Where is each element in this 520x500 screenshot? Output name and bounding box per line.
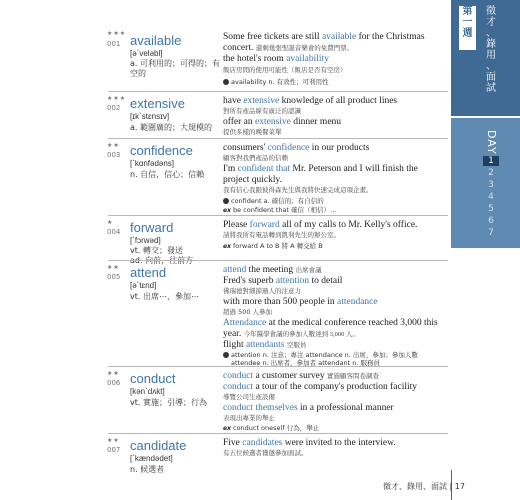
unit-char: 才 — [486, 17, 496, 28]
phonetic: [əˋveləbl] — [130, 49, 163, 58]
phrase-icon: ex — [223, 207, 231, 214]
translation: 飯店房間的使用可能性（飯店是否有空房） — [223, 66, 347, 74]
highlight-word: attention — [275, 276, 310, 286]
part-of-speech: n. 候選者 — [130, 465, 165, 474]
example-text: knowledge of all product lines — [279, 96, 398, 106]
phonetic: [əˋtɛnd] — [130, 281, 157, 290]
example-text: to detail — [309, 276, 343, 286]
vocab-entry — [108, 366, 448, 433]
example-sentence — [223, 340, 446, 351]
derivative-icon — [223, 352, 229, 358]
unit-char: 用 — [486, 50, 496, 61]
example-sentence — [223, 96, 446, 107]
example-text: with more than 500 people in — [223, 297, 337, 307]
note-text: forward A to B 將 A 轉交給 B — [232, 242, 323, 250]
translation: 顧客對我們產品的信賴 — [223, 154, 288, 162]
example-sentence — [223, 32, 446, 54]
vocab-entry — [108, 91, 448, 138]
related-note — [223, 351, 446, 359]
vocab-entry — [107, 433, 448, 474]
part-of-speech: a. 範圍廣的；大規模的 — [130, 123, 212, 132]
highlight-word: attendance — [336, 297, 378, 307]
importance-stars: ★★★ — [107, 30, 127, 37]
day-7-tab[interactable]: 7 — [488, 228, 494, 238]
translation: 提供多樣的晚餐菜單 — [223, 128, 282, 136]
part-of-speech: n. 自信，信心；信賴 — [130, 170, 205, 179]
example-sentence — [223, 220, 446, 231]
derivative-icon — [223, 79, 229, 85]
unit-char: 、 — [486, 61, 496, 72]
highlight-word: conduct — [223, 371, 254, 381]
translation: 今年醫學會議的參加人數達到 3,000 人。 — [243, 331, 359, 338]
importance-stars: ★★★ — [107, 95, 127, 102]
example-sentence — [223, 371, 446, 382]
vocab-entry — [108, 138, 448, 215]
day-4-tab[interactable]: 4 — [488, 192, 494, 202]
example-sentence — [223, 438, 446, 449]
highlight-word: attendants — [245, 340, 285, 350]
example-sentence — [223, 403, 446, 414]
side-tab — [451, 0, 520, 500]
highlight-word: availability — [286, 54, 329, 64]
example-text: for the Christmas concert. — [223, 32, 425, 53]
part-of-speech: vt. 出席⋯，參加⋯ — [130, 292, 199, 301]
note-text: availability n. 有效性；可利用性 — [231, 78, 329, 86]
part-of-speech: vt. 實施；引導；行為 — [130, 398, 207, 407]
example-text: at the medical conference reached 3,000 this year. — [223, 318, 438, 339]
translation: 我有信心我跟彼得森先生與我將快速完成這項企畫。 — [223, 186, 373, 194]
translation: 請將我所有電話轉到凱利先生的辦公室。 — [223, 231, 340, 239]
entry-number: 002 — [107, 104, 121, 112]
example-text: Mr. Peterson and I will finish the project quickly. — [223, 164, 418, 185]
week-char: 第 — [462, 6, 473, 17]
example-sentence — [223, 318, 446, 340]
highlight-word: conduct — [223, 382, 254, 392]
example-text: a customer survey — [253, 371, 325, 381]
example-text: Five — [223, 438, 243, 448]
headword: forward — [130, 220, 174, 235]
translation: 導覽公司生產設備 — [223, 393, 275, 401]
unit-char: 錄 — [486, 39, 496, 50]
phrase-note — [223, 242, 446, 251]
day-navigation — [451, 118, 520, 248]
translation: 對所有產品線有廣泛的認識 — [223, 107, 301, 115]
day-label: DAY — [485, 130, 498, 155]
vocab-entry — [108, 260, 448, 365]
week-label — [459, 6, 476, 50]
related-note — [223, 78, 446, 86]
headword: confidence — [130, 143, 193, 158]
entry-number: 005 — [107, 273, 121, 281]
example-text: have — [223, 96, 244, 106]
example-text: a tour of the company's production facility — [253, 382, 418, 392]
entry-number: 001 — [107, 40, 121, 48]
day-5-tab[interactable]: 5 — [488, 204, 494, 214]
highlight-word: confidence — [267, 143, 310, 153]
highlight-word: attend — [223, 265, 247, 275]
example-text: the hotel's room — [223, 54, 287, 64]
entry-number: 003 — [107, 151, 121, 159]
week-char: 週 — [462, 28, 473, 39]
translation: 還剩幾張聖誕音樂會的免費門票。 — [255, 45, 354, 52]
example-sentence — [223, 276, 446, 287]
importance-stars: ★★ — [107, 142, 120, 149]
entry-number: 007 — [107, 446, 121, 454]
highlight-word: confident that — [237, 164, 291, 174]
highlight-word: Attendance — [223, 318, 267, 328]
importance-stars: ★★ — [107, 437, 120, 444]
day-3-tab[interactable]: 3 — [488, 180, 494, 190]
example-text: all of my calls to Mr. Kelly's office. — [279, 220, 418, 230]
translation: 有五位候選者獲邀參加面試。 — [223, 449, 308, 457]
note-text: attention n. 注意；專注 attendance n. 出席，參加；參加人數 — [231, 351, 418, 359]
derivative-icon — [223, 198, 229, 204]
phrase-note — [223, 424, 446, 433]
example-sentence — [223, 382, 446, 393]
related-note — [223, 197, 446, 205]
unit-char: 徵 — [486, 6, 496, 17]
headword: available — [130, 33, 182, 48]
phonetic: [kənˋdʌkt] — [130, 387, 165, 396]
headword: extensive — [130, 96, 185, 111]
translation: 空服員 — [286, 342, 307, 349]
example-sentence — [223, 297, 446, 308]
related-note: attendee n. 出席者，參加者 attendant n. 服務員 — [231, 359, 381, 367]
unit-char: 、 — [486, 28, 496, 39]
day-1-tab[interactable]: 1 — [483, 156, 499, 166]
highlight-word: extensive — [243, 96, 280, 106]
entry-number: 004 — [107, 228, 121, 236]
phonetic: [ɪkˋstɛnsɪv] — [130, 112, 170, 121]
headword: conduct — [130, 371, 176, 386]
phrase-icon: ex — [223, 425, 231, 432]
vocab-entry — [107, 215, 448, 265]
day-2-tab[interactable]: 2 — [488, 168, 494, 178]
note-text: be confident that 確信（相信）… — [232, 206, 337, 214]
translation: 佛瑞德對細節過人的注意力 — [223, 287, 301, 295]
week-char: 一 — [462, 17, 473, 28]
importance-stars: ★★ — [107, 370, 120, 377]
translation: 超過 500 人參加 — [223, 308, 273, 316]
example-text: Some free tickets are still — [223, 32, 322, 42]
vocab-entry — [108, 28, 448, 90]
unit-char: 試 — [486, 83, 496, 94]
phrase-note — [223, 206, 446, 215]
headword: candidate — [130, 438, 187, 453]
day-6-tab[interactable]: 6 — [488, 216, 494, 226]
highlight-word: candidates — [242, 438, 283, 448]
example-text: Please — [223, 220, 250, 230]
phonetic: [ˋkændədet] — [130, 454, 173, 463]
example-text: were invited to the interview. — [282, 438, 396, 448]
translation: 出席會議 — [295, 267, 322, 274]
example-text: the meeting — [246, 265, 294, 275]
highlight-word: available — [321, 32, 357, 42]
part-of-speech: vt. 轉交；發送 ad. 向前，往前方 — [130, 246, 194, 265]
translation: 實施顧客問卷調查 — [326, 373, 379, 380]
unit-char: 面 — [486, 72, 496, 83]
phonetic: [ˋfɔrwəd] — [130, 236, 161, 245]
side-tab-header — [451, 0, 520, 116]
phrase-icon: ex — [223, 243, 231, 250]
example-sentence — [223, 54, 446, 65]
example-text: Fred's superb — [223, 276, 276, 286]
highlight-word: extensive — [255, 117, 291, 127]
example-text: I'm — [223, 164, 238, 174]
headword: attend — [130, 265, 167, 280]
example-sentence — [223, 265, 446, 276]
part-of-speech: a. 可利用的；可得的；有空的 — [130, 59, 220, 78]
entry-number: 006 — [107, 379, 121, 387]
translation: 表現出專業的舉止 — [223, 414, 275, 422]
example-text: offer an — [223, 117, 256, 127]
example-sentence — [223, 143, 446, 154]
note-text: conduct oneself 行為，舉止 — [232, 424, 320, 432]
example-text: flight — [223, 340, 246, 350]
page-footer: 徵才、錄用、面試 | 17 — [383, 482, 465, 491]
importance-stars: ★★ — [107, 264, 120, 271]
note-text: confident a. 確信的；有自信的 — [231, 197, 324, 205]
importance-stars: ★ — [107, 219, 114, 226]
highlight-word: forward — [249, 220, 280, 230]
example-sentence — [223, 164, 446, 186]
example-text: consumers' — [223, 143, 268, 153]
unit-title — [483, 6, 499, 94]
example-text: in a professional manner — [297, 403, 394, 413]
highlight-word: conduct themselves — [223, 403, 298, 413]
phonetic: [ˋkɑnfədəns] — [130, 159, 175, 168]
example-text: dinner menu — [290, 117, 342, 127]
example-sentence — [223, 117, 446, 128]
example-text: in our products — [309, 143, 370, 153]
